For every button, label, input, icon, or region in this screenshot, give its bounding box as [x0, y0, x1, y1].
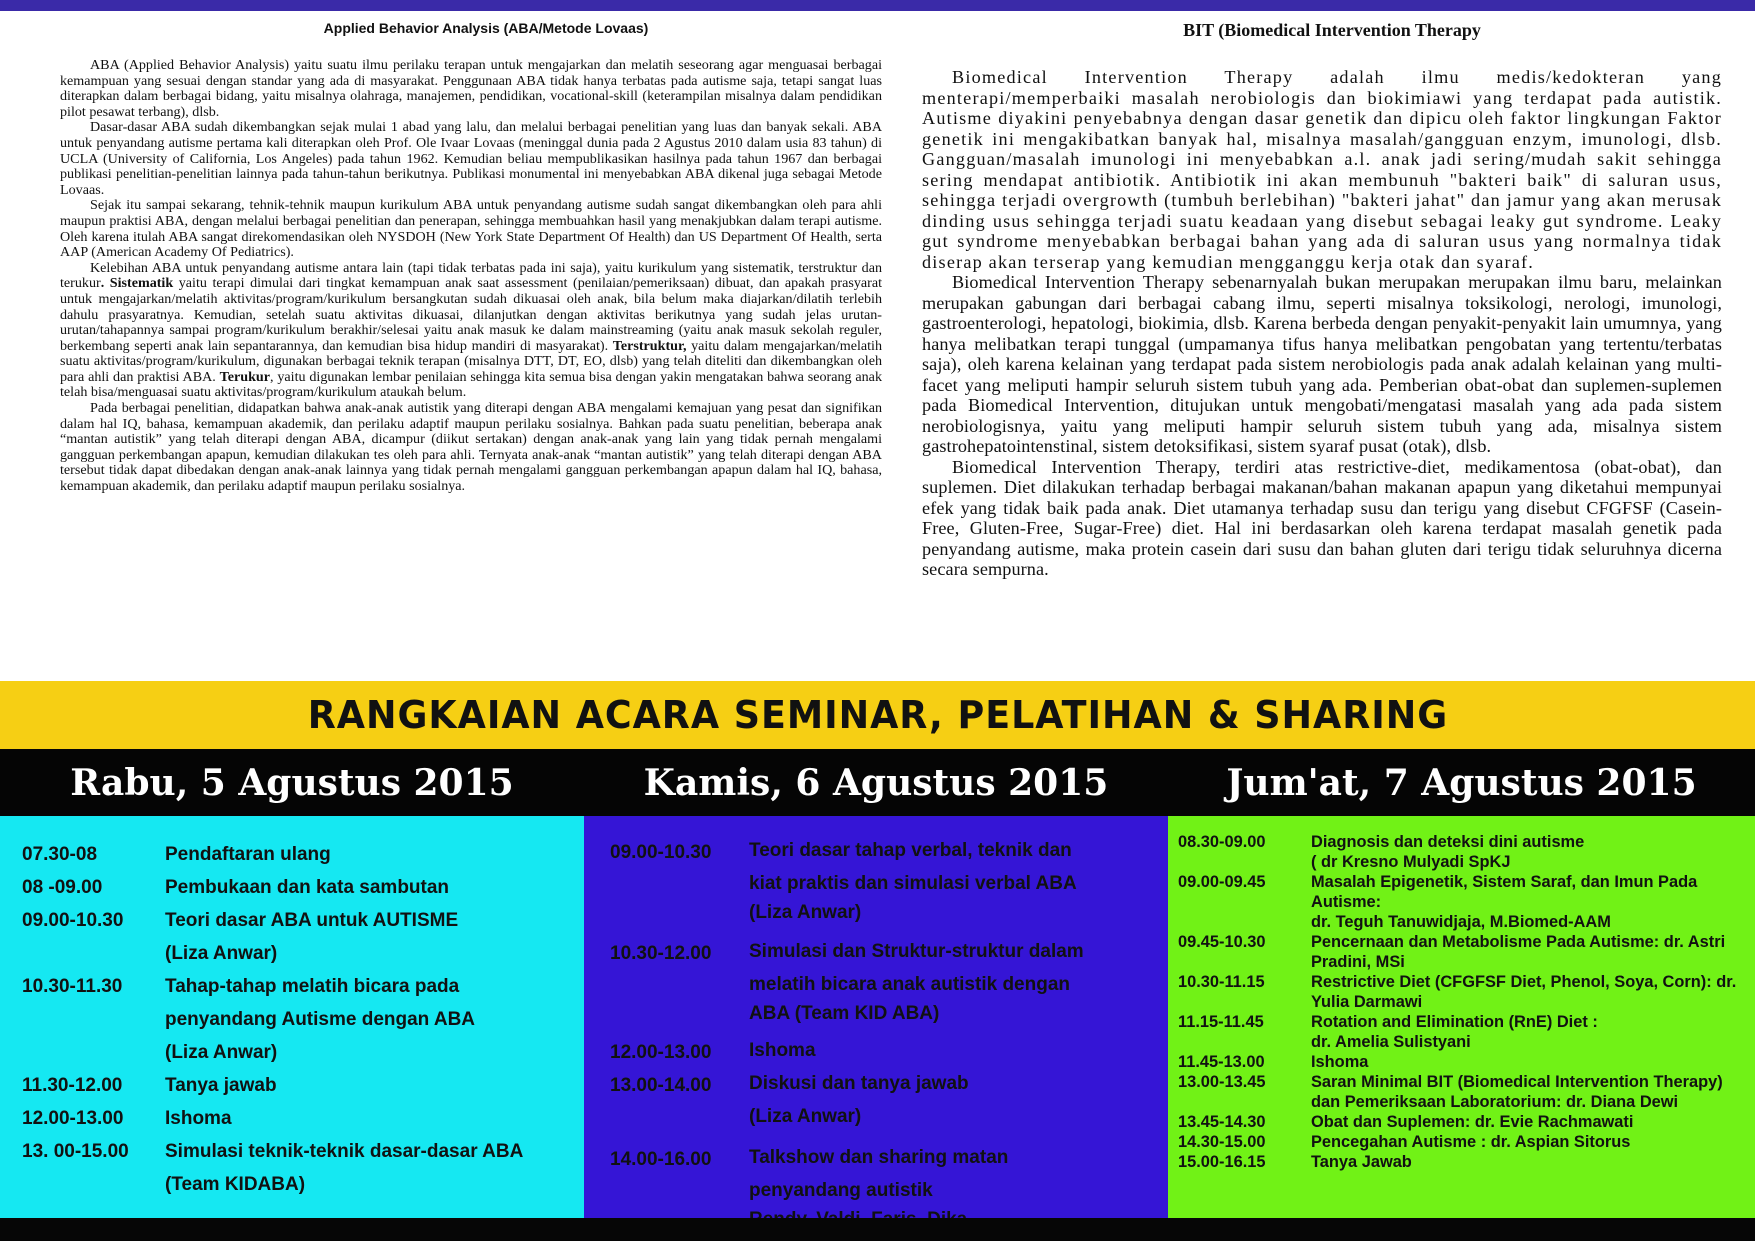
schedule-desc: Rotation and Elimination (RnE) Diet : — [1311, 1013, 1598, 1031]
bit-title: BIT (Biomedical Intervention Therapy — [1183, 20, 1481, 40]
schedule-time: 10.30-11.15 — [1178, 973, 1265, 991]
schedule-row — [0, 1168, 584, 1201]
schedule-time: 09.00-10.30 — [22, 910, 124, 931]
schedule-row — [584, 937, 1168, 970]
schedule-row — [0, 904, 584, 937]
schedule-desc: Masalah Epigenetik, Sistem Saraf, dan Imun Pada Autisme: — [1311, 873, 1698, 911]
schedule-row — [584, 898, 1168, 927]
aba-p4-intro: Kelebihan ABA untuk penyandang autisme antara lain (tapi tidak terbatas pada ini saja), yaitu kurikulum yang sistematik, terstruktur dan terukur — [60, 259, 882, 292]
aba-p4-terukur: Terukur — [219, 368, 271, 385]
schedule-time: 13.45-14.30 — [1178, 1113, 1266, 1131]
schedule-desc: (Liza Anwar) — [165, 1042, 278, 1063]
schedule-time — [1168, 1032, 1311, 1052]
schedule-desc: penyandang autistik — [749, 1180, 933, 1201]
schedule-time: 10.30-12.00 — [610, 943, 712, 964]
schedule-row — [584, 1102, 1168, 1131]
schedule-time: 11.45-13.00 — [1178, 1053, 1265, 1071]
schedule-desc: (Team KIDABA) — [165, 1174, 306, 1195]
schedule-desc: ( dr Kresno Mulyadi SpKJ — [1311, 853, 1511, 871]
schedule-desc: Diagnosis dan deteksi dini autisme — [1311, 833, 1585, 851]
aba-title: Applied Behavior Analysis (ABA/Metode Lovaas) — [323, 20, 649, 36]
schedule-time: 08.30-09.00 — [1178, 833, 1266, 851]
schedule-desc: (Liza Anwar) — [165, 943, 278, 964]
schedule-desc: Ishoma — [165, 1108, 232, 1129]
schedule-desc: Simulasi teknik-teknik dasar-dasar ABA — [165, 1141, 524, 1162]
schedule-row — [584, 1069, 1168, 1102]
event-banner — [0, 681, 1755, 749]
schedule-time — [584, 898, 749, 927]
schedule-desc: Tanya Jawab — [1311, 1153, 1412, 1171]
schedule-time: 13. 00-15.00 — [22, 1141, 129, 1162]
schedule-row — [0, 1003, 584, 1036]
schedule-row — [1168, 972, 1755, 1012]
schedule-desc: dr. Amelia Sulistyani — [1311, 1033, 1471, 1051]
schedule-row — [0, 970, 584, 1003]
schedule-time: 10.30-11.30 — [22, 976, 123, 997]
day-header-1: Rabu, 5 Agustus 2015 — [70, 761, 514, 804]
schedule-day-1 — [0, 816, 584, 1218]
schedule-time: 09.45-10.30 — [1178, 933, 1266, 951]
schedule-time — [1168, 852, 1311, 872]
top-accent-bar — [0, 0, 1755, 11]
aba-paragraph-1: ABA (Applied Behavior Analysis) yaitu suatu ilmu perilaku terapan untuk mengajarkan dan melatih seseorang agar menguasai berbagai kemampuan yang sesuai dengan standar yang ada di masyarakat. Penggunaan ABA tidak hanya terbatas pada autisme saja, tetapi sangat luas diterapkan dalam berbagai bidang, yaitu misalnya olahraga, manajemen, pendidikan, vocational-skill (keterampilan misalnya dalam pendidikan pilot pesawat terbang), dlsb. — [60, 57, 882, 120]
schedule-desc: Teori dasar ABA untuk AUTISME — [165, 910, 459, 931]
schedule-desc: Tahap-tahap melatih bicara pada — [165, 976, 460, 997]
schedule-time — [0, 1036, 165, 1069]
schedule-row — [0, 1135, 584, 1168]
schedule-time: 13.00-14.00 — [610, 1075, 712, 1096]
schedule-time: 12.00-13.00 — [610, 1042, 712, 1063]
schedule-row — [1168, 932, 1755, 972]
schedule-desc: Obat dan Suplemen: dr. Evie Rachmawati — [1311, 1113, 1634, 1131]
schedule-row — [0, 1069, 584, 1102]
schedule-time — [0, 937, 165, 970]
schedule-desc: (Liza Anwar) — [749, 902, 862, 923]
schedule-day-3 — [1168, 816, 1755, 1218]
schedule-row — [0, 1036, 584, 1069]
schedule-desc: Saran Minimal BIT (Biomedical Intervention Therapy) dan Pemeriksaan Laboratorium: dr. Diana Dewi — [1311, 1073, 1723, 1111]
aba-paragraph-5: Pada berbagai penelitian, didapatkan bahwa anak-anak autistik yang diterapi dengan ABA mengalami kemajuan yang pesat dan signifikan dalam hal IQ, bahasa, kemampuan akademik, dan perilaku adaptif maupun perilaku sosialnya. Bahkan pada suatu penelitian, beberapa anak “mantan autistik” yang telah diterapi dengan ABA, dicampur (diikut sertakan) dengan anak-anak yang lain yang tidak pernah mengalami gangguan perkembangan apapun, kemudian dilakukan tes oleh para ahli. Ternyata anak-anak “mantan autistik” yang telah diterapi dengan ABA tersebut tidak dapat dibedakan dengan anak-anak lainnya yang tidak pernah mengalami gangguan perkembangan apapun dalam hal IQ, bahasa, kemampuan akademik, dan perilaku adaptif maupun perilaku sosialnya. — [60, 400, 882, 495]
bit-paragraph-2: Biomedical Intervention Therapy sebenarnyalah bukan merupakan merupakan ilmu baru, melainkan merupakan gabungan dari berbagai cabang ilmu, seperti misalnya toksikologi, nerologi, imunologi, gastroenterologi, hepatologi, biokimia, dlsb. Karena berbeda dengan penyakit-penyakit lain umumnya, yang hanya melibatkan terapi tunggal (umpamanya tifus hanya melibatkan pengobatan yang tertentu/terbatas saja), oleh karena kelainan yang terdapat pada sistem nerobiologis pada anak adalah kelainan yang multi-facet yang meliputi hampir seluruh sistem tubuh yang ada. Pemberian obat-obat dan suplemen-suplemen pada Biomedical Intervention, ditujukan untuk mengobati/mengatasi masalah yang ada pada sistem nerobiologisnya, yaitu yang meliputi hampir seluruh sistem tubuh yang ada, misalnya sistem gastrohepatointenstinal, sistem detoksifikasi, sistem syaraf pusat (otak), dlsb. — [922, 272, 1722, 456]
schedule-row — [0, 937, 584, 970]
schedule-desc: Pendaftaran ulang — [165, 844, 331, 865]
bit-paragraph-1: Biomedical Intervention Therapy adalah ilmu medis/kedokteran yang menterapi/memperbaiki masalah nerobiologis dan biokimiawi yang terdapat pada autistik. Autisme diyakini penyebabnya dengan dasar genetik dan dipicu oleh faktor lingkungan Faktor genetik ini mengakibatkan banyak hal, misalnya masalah/gangguan enzym, imunologi, dlsb. Gangguan/masalah imunologi ini menyebabkan a.l. anak jadi sering/mudah sakit sehingga sering mendapat antibiotik. Antibiotik ini akan membunuh "bakteri baik" di saluran usus, sehingga terjadi overgrowth (tumbuh berlebihan) "bakteri jahat" dan jamur yang akan merusak dinding usus sehingga terjadi suatu keadaan yang disebut sebagai leaky gut syndrome. Leaky gut syndrome menyebabkan berbagai bahan yang ada di saluran usus yang normalnya tidak diserap akan terserap yang kemudian mengganggu kerja otak dan syaraf. — [922, 67, 1722, 272]
schedule-row — [584, 869, 1168, 898]
schedule-row — [1168, 1072, 1755, 1112]
schedule-row — [1168, 912, 1755, 932]
day-header-bar — [0, 749, 1755, 816]
schedule-desc: ABA (Team KID ABA) — [749, 1003, 940, 1024]
aba-paragraph-2: Dasar-dasar ABA sudah dikembangkan sejak mulai 1 abad yang lalu, dan melalui berbagai penelitian yang luas dan banyak sekali. ABA untuk penyandang autisme pertama kali diterapkan oleh Prof. Ole Ivaar Lovaas (meninggal dunia pada 2 Agustus 2010 dalam usia 83 tahun) di UCLA (University of California, Los Angeles) pada tahun 1962. Kemudian beliau mempublikasikan hasilnya pada tahun 1967 dan berbagai publikasi penelitian-penelitian lainnya pada tahun-tahun berikutnya. Publikasi monumental ini menyebabkan ABA dikenal juga sebagai Metode Lovaas. — [60, 119, 882, 198]
schedule-row — [1168, 872, 1755, 912]
schedule-row — [584, 1036, 1168, 1069]
schedule-row — [0, 1102, 584, 1135]
aba-p4-terstruktur: Terstruktur, — [612, 337, 687, 354]
schedule-desc: Teori dasar tahap verbal, teknik dan — [749, 840, 1072, 861]
aba-p4-body-1: yaitu terapi dimulai dari tingkat kemampuan anak saat assessment (penilaian/pemeriksaan) dibuat, dan apakah prasyarat untuk mengajarkan/melatih aktivitas/program/kurikulum bersangkutan sudah dikuasai oleh anak, bila belum maka diajarkan/dilatih terlebih dahulu prasyaratnya. Kemudian, setelah suatu aktivitas dikuasai, dilanjutkan dengan aktivitas berikutnya yang sudah jelas urutan-urutan/tahapannya sampai program/kurikulum berakhir/selesai yaitu anak masuk ke dalam mainstreaming (yaitu anak masuk sekolah reguler, berkembang seperti anak lain sepantarannya, dan kemudian bisa hidup mandiri di masyarakat). — [60, 275, 883, 354]
schedule-row — [584, 1143, 1168, 1176]
schedule-desc: Tanya jawab — [165, 1075, 277, 1096]
schedule-row — [1168, 1112, 1755, 1132]
schedule-row — [1168, 1152, 1755, 1172]
schedule-desc: dr. Teguh Tanuwidjaja, M.Biomed-AAM — [1311, 913, 1611, 931]
schedule-desc: Simulasi dan Struktur-struktur dalam — [749, 941, 1084, 962]
schedule-desc: Restrictive Diet (CFGFSF Diet, Phenol, Soya, Corn): dr. Yulia Darmawi — [1311, 973, 1737, 1011]
schedule-row — [1168, 852, 1755, 872]
day-header-2: Kamis, 6 Agustus 2015 — [643, 761, 1109, 804]
schedule-time — [0, 1003, 165, 1036]
schedule-time — [584, 869, 749, 898]
schedule-row — [584, 970, 1168, 999]
schedule-row — [0, 838, 584, 871]
schedule-row — [1168, 1132, 1755, 1152]
schedule-row — [584, 1176, 1168, 1205]
schedule-desc: Ishoma — [749, 1040, 816, 1061]
schedule-desc: Diskusi dan tanya jawab — [749, 1073, 969, 1094]
schedule-time — [584, 970, 749, 999]
schedule-time: 12.00-13.00 — [22, 1108, 124, 1129]
schedule-row — [1168, 1032, 1755, 1052]
day-header-3: Jum'at, 7 Agustus 2015 — [1226, 761, 1697, 804]
aba-paragraph-3: Sejak itu sampai sekarang, tehnik-tehnik maupun kurikulum ABA untuk penyandang autisme sudah sangat dikembangkan oleh para ahli maupun praktisi ABA, dengan melalui berbagai penelitian dan penerapan, sehingga membuahkan hasil yang menakjubkan dalam terapi autisme. Oleh karena itulah ABA sangat direkomendasikan oleh NYSDOH (New York State Department Of Health) dan US Department Of Health, serta AAP (American Academy Of Pediatrics). — [60, 197, 882, 261]
schedule-time: 13.00-13.45 — [1178, 1073, 1266, 1091]
aba-paragraph-4 — [60, 261, 882, 401]
schedule-row — [1168, 832, 1755, 852]
schedule-time: 11.30-12.00 — [22, 1075, 123, 1096]
schedule-time: 14.00-16.00 — [610, 1149, 712, 1170]
schedule-desc: Pencegahan Autisme : dr. Aspian Sitorus — [1311, 1133, 1631, 1151]
schedule-time: 07.30-08 — [22, 844, 98, 865]
aba-p4-body-3: , yaitu digunakan lembar penilaian sehingga kita semua bisa dengan yakin mengatakan bahwa seorang anak telah bisa/menguasai suatu aktivitas/program/kurikulum ataukah belum. — [60, 368, 882, 401]
schedule-time — [584, 1176, 749, 1205]
schedule-desc: Ishoma — [1311, 1053, 1369, 1071]
bit-paragraph-3: Biomedical Intervention Therapy, terdiri atas restrictive-diet, medikamentosa (obat-obat), dan suplemen. Diet dilakukan terhadap berbagai makanan/bahan makanan apapun yang diketahui mempunyai efek yang tidak baik pada anak. Diet utamanya terhadap susu dan terigu yang disebut CFGFSF (Casein-Free, Gluten-Free, Sugar-Free) diet. Hal ini berdasarkan oleh karena terdapat masalah genetik pada penyandang autisme, maka protein casein dari susu dan bahan gluten dari terigu tidak seluruhnya dicerna secara sempurna. — [922, 456, 1722, 579]
schedule-time — [0, 1168, 165, 1201]
schedule-day-2 — [584, 816, 1168, 1218]
schedule-time — [584, 999, 749, 1028]
bottom-bar — [0, 1218, 1755, 1241]
schedule-desc: melatih bicara anak autistik dengan — [749, 974, 1070, 995]
schedule-time — [1168, 912, 1311, 932]
aba-article — [60, 20, 882, 495]
schedule-time: 11.15-11.45 — [1178, 1013, 1264, 1031]
schedule-time: 09.00-09.45 — [1178, 873, 1266, 891]
schedule-row — [0, 871, 584, 904]
aba-p4-body-2: yaitu dalam mengajarkan/melatih suatu aktivitas/program/kurikulum, digunakan berbagai teknik terapan (misalnya DTT, DT, EO, dlsb) yang telah diteliti dan dikembangkan oleh para ahli dan praktisi ABA. — [60, 337, 882, 385]
schedule-desc: (Liza Anwar) — [749, 1106, 862, 1127]
schedule-row — [1168, 1012, 1755, 1032]
schedule-desc: penyandang Autisme dengan ABA — [165, 1009, 476, 1030]
schedule-desc: kiat praktis dan simulasi verbal ABA — [749, 873, 1077, 894]
schedule-row — [584, 999, 1168, 1028]
schedule-time: 15.00-16.15 — [1178, 1153, 1266, 1171]
schedule-time: 09.00-10.30 — [610, 842, 712, 863]
schedule-row — [584, 836, 1168, 869]
schedule-desc: Talkshow dan sharing matan — [749, 1147, 1009, 1168]
event-title: RANGKAIAN ACARA SEMINAR, PELATIHAN & SHARING — [307, 693, 1448, 737]
schedule-desc: Pencernaan dan Metabolisme Pada Autisme: dr. Astri Pradini, MSi — [1311, 933, 1726, 971]
schedule-desc: Pembukaan dan kata sambutan — [165, 877, 450, 898]
schedule-row — [1168, 1052, 1755, 1072]
bit-article — [922, 20, 1722, 580]
schedule-time: 14.30-15.00 — [1178, 1133, 1266, 1151]
schedule-time — [584, 1102, 749, 1131]
aba-p4-sistematik: . Sistematik — [100, 275, 174, 292]
schedule-time: 08 -09.00 — [22, 877, 103, 898]
